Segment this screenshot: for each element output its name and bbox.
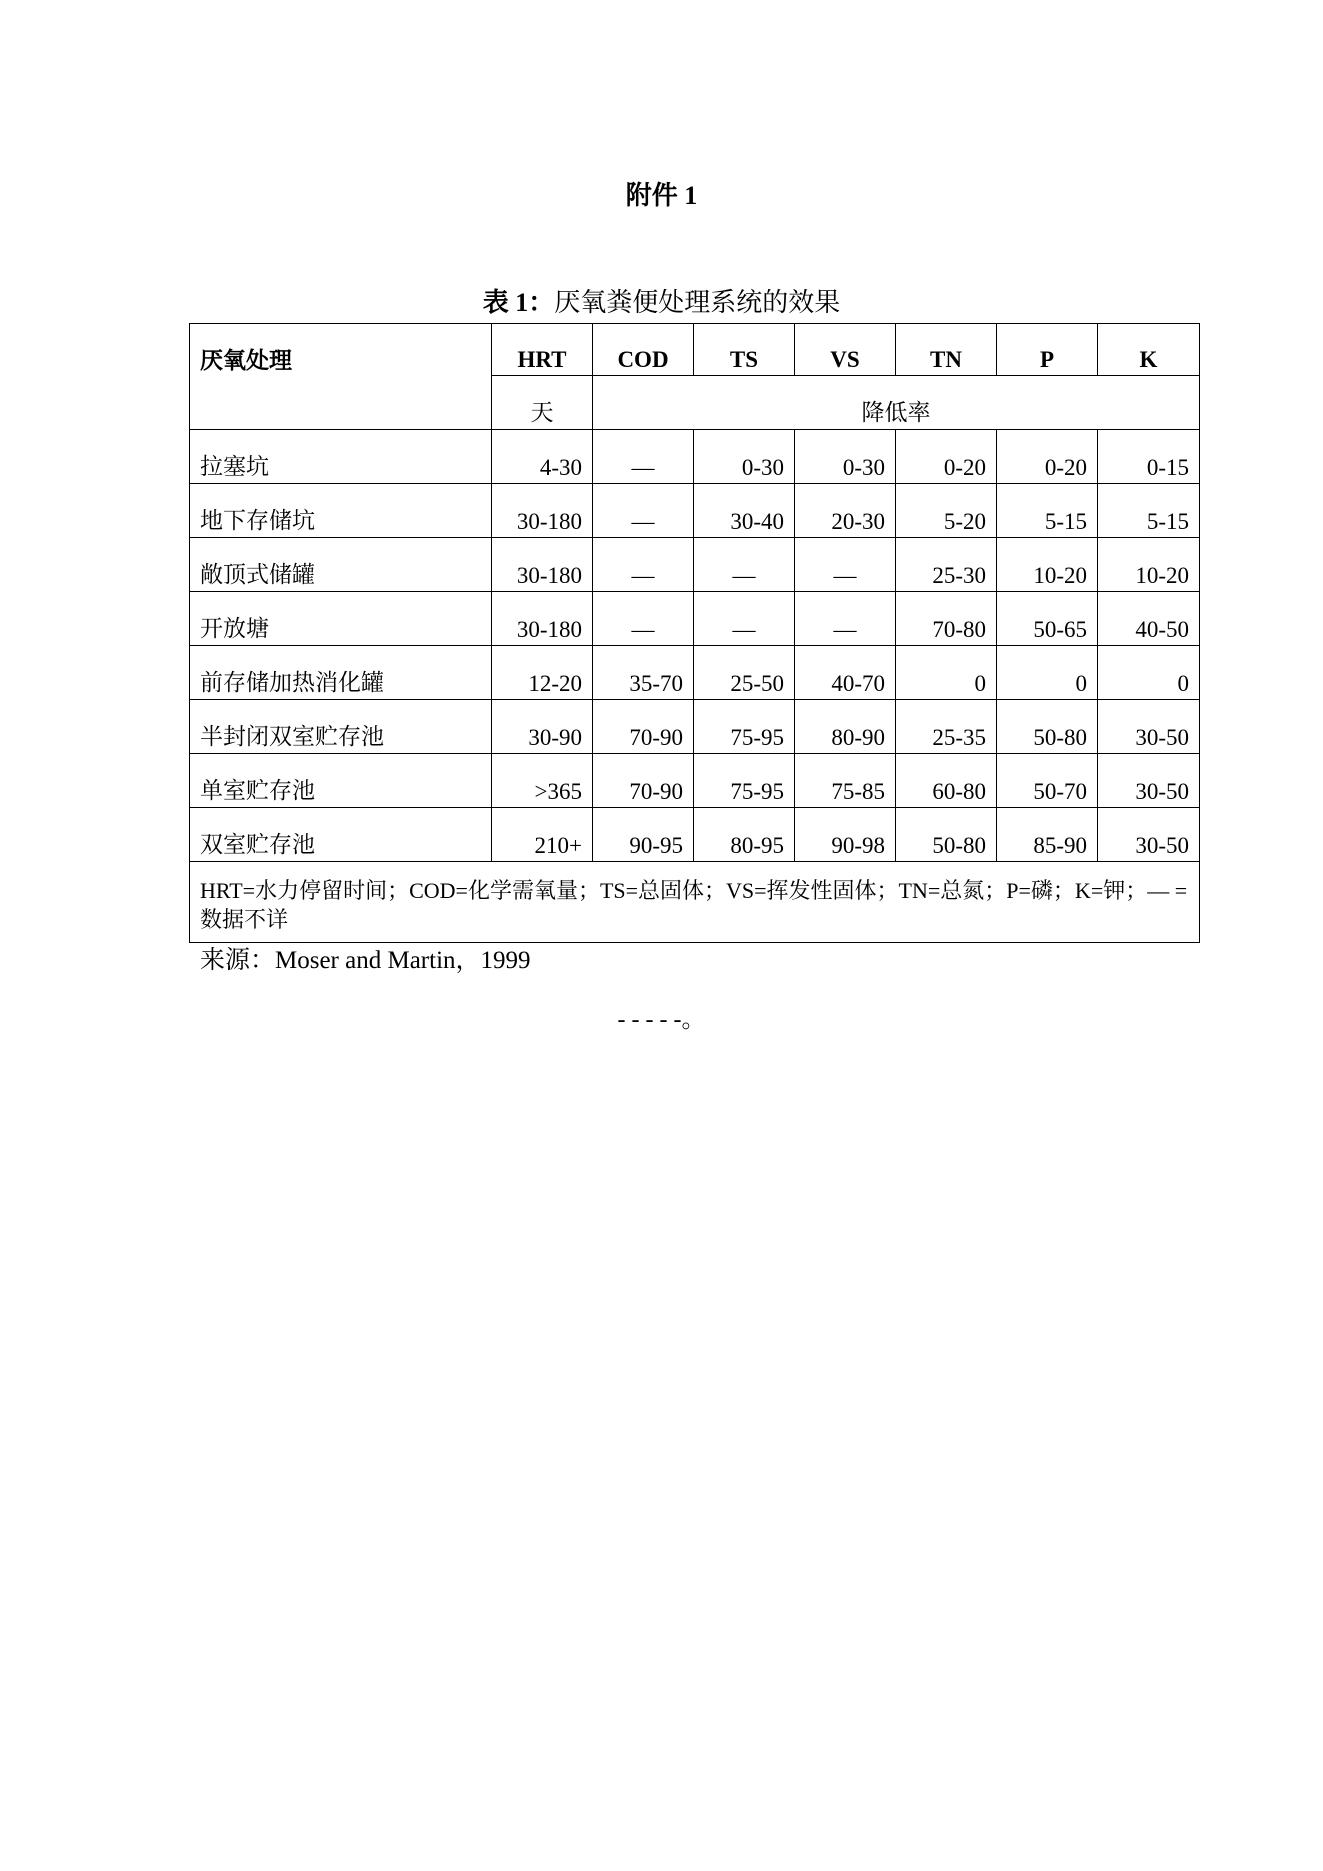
treatment-name: 开放塘 [190, 592, 492, 646]
table-cell: 50-65 [997, 592, 1098, 646]
table-cell: 25-50 [694, 646, 795, 700]
treatment-name: 地下存储坑 [190, 484, 492, 538]
table-cell: 5-15 [1098, 484, 1200, 538]
table-cell: — [593, 430, 694, 484]
table-cell: 25-35 [896, 700, 997, 754]
table-cell: 50-70 [997, 754, 1098, 808]
table-cell: 0 [1098, 646, 1200, 700]
table-cell: 50-80 [997, 700, 1098, 754]
treatment-name: 拉塞坑 [190, 430, 492, 484]
table-cell: 90-98 [795, 808, 896, 862]
table-cell: 0 [997, 646, 1098, 700]
table-cell: 80-90 [795, 700, 896, 754]
table-cell: 0 [896, 646, 997, 700]
table-footnote: HRT=水力停留时间；COD=化学需氧量；TS=总固体；VS=挥发性固体；TN=总氮；P=磷；K=钾；— =数据不详 [190, 862, 1200, 943]
table-cell: 30-50 [1098, 754, 1200, 808]
table-cell: 75-95 [694, 754, 795, 808]
table-cell: >365 [492, 754, 593, 808]
table-cell: 0-20 [896, 430, 997, 484]
table-cell: 10-20 [997, 538, 1098, 592]
table-cell: 4-30 [492, 430, 593, 484]
unit-hrt: 天 [492, 376, 593, 430]
table-cell: 35-70 [593, 646, 694, 700]
table-cell: 210+ [492, 808, 593, 862]
table-cell: 30-180 [492, 484, 593, 538]
table-cell: 70-90 [593, 754, 694, 808]
treatment-name: 前存储加热消化罐 [190, 646, 492, 700]
table-caption [0, 286, 1323, 320]
table-cell: 90-95 [593, 808, 694, 862]
treatment-name: 敞顶式储罐 [190, 538, 492, 592]
table-cell: — [694, 592, 795, 646]
treatment-name: 双室贮存池 [190, 808, 492, 862]
table-cell: 30-50 [1098, 700, 1200, 754]
source-citation: 来源：Moser and Martin，1999 [200, 947, 531, 974]
table-caption-label: 表 1： [482, 288, 555, 317]
table-cell: 80-95 [694, 808, 795, 862]
table-cell: 70-80 [896, 592, 997, 646]
col-header-cod: COD [593, 324, 694, 376]
table-cell: — [593, 484, 694, 538]
table-cell: — [795, 538, 896, 592]
table-row [190, 538, 1200, 592]
row-title-header: 厌氧处理 [190, 324, 492, 430]
treatment-name: 半封闭双室贮存池 [190, 700, 492, 754]
table-cell: 5-15 [997, 484, 1098, 538]
table-cell: — [694, 538, 795, 592]
table-cell: 60-80 [896, 754, 997, 808]
col-header-vs: VS [795, 324, 896, 376]
table-cell: 0-30 [795, 430, 896, 484]
table-cell: 50-80 [896, 808, 997, 862]
table-cell: 10-20 [1098, 538, 1200, 592]
table-cell: — [593, 592, 694, 646]
table-row [190, 484, 1200, 538]
table-caption-text: 厌氧粪便处理系统的效果 [554, 288, 841, 317]
table-cell: 30-90 [492, 700, 593, 754]
col-header-ts: TS [694, 324, 795, 376]
table-cell: 12-20 [492, 646, 593, 700]
table-cell: 0-30 [694, 430, 795, 484]
table-row [190, 700, 1200, 754]
table-cell: 30-40 [694, 484, 795, 538]
page-heading: 附件 1 [625, 181, 698, 210]
table-note-row [190, 862, 1200, 943]
col-header-tn: TN [896, 324, 997, 376]
unit-reduction: 降低率 [593, 376, 1200, 430]
col-header-p: P [997, 324, 1098, 376]
table-cell: 5-20 [896, 484, 997, 538]
table-cell: 40-50 [1098, 592, 1200, 646]
table-cell: 30-180 [492, 592, 593, 646]
anaerobic-treatment-table [189, 323, 1200, 943]
table-cell: 75-95 [694, 700, 795, 754]
table-header-row [190, 324, 1200, 376]
table-cell: 25-30 [896, 538, 997, 592]
table-cell: 20-30 [795, 484, 896, 538]
table-cell: 40-70 [795, 646, 896, 700]
table-row [190, 592, 1200, 646]
table-cell: 30-180 [492, 538, 593, 592]
table-cell: 75-85 [795, 754, 896, 808]
col-header-k: K [1098, 324, 1200, 376]
table-cell: 30-50 [1098, 808, 1200, 862]
treatment-name: 单室贮存池 [190, 754, 492, 808]
table-cell: — [795, 592, 896, 646]
col-header-hrt: HRT [492, 324, 593, 376]
table-row [190, 430, 1200, 484]
table-cell: — [593, 538, 694, 592]
table-cell: 0-15 [1098, 430, 1200, 484]
table-cell: 0-20 [997, 430, 1098, 484]
end-marker: - - - - -。 [617, 1007, 706, 1033]
table-row [190, 646, 1200, 700]
table-cell: 85-90 [997, 808, 1098, 862]
table-cell: 70-90 [593, 700, 694, 754]
table-row [190, 754, 1200, 808]
table-row [190, 808, 1200, 862]
